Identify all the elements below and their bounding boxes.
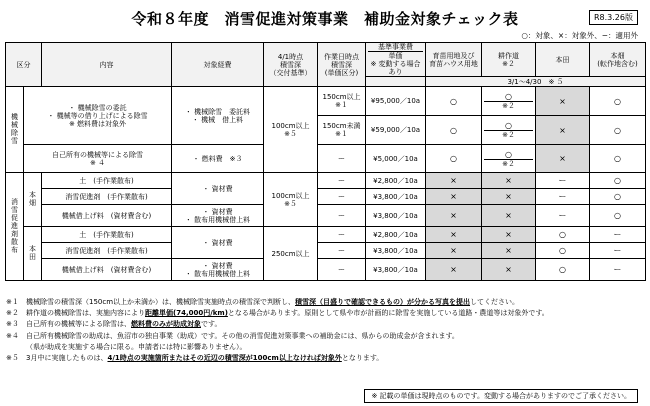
tanka-2800: ¥2,800／10a (366, 173, 426, 189)
kosaku-cell (482, 87, 536, 116)
header-keihi: 対象経費 (172, 43, 264, 87)
keihi-material: ・ 資材費 (172, 173, 264, 205)
header-sagyo: 作業日時点 積雪深 (単価区分) (318, 43, 366, 87)
mark-batsu: × (426, 189, 482, 205)
tanka-3800: ¥3,800／10a (366, 205, 426, 227)
mark-dash: ー (590, 243, 646, 259)
symbol-legend: ○：対象、×：対象外、−：適用外 (521, 31, 638, 40)
mark-dash: ー (590, 259, 646, 281)
kosaku-note: ※２ (484, 130, 533, 139)
tanka-3800: ¥3,800／10a (366, 259, 426, 281)
mark-dash: ー (536, 189, 590, 205)
kubun-machine: 機械除雪 (6, 87, 24, 173)
naiyo-agent: 消雪促進剤 (手作業散布) (42, 189, 172, 205)
mark-batsu: × (426, 243, 482, 259)
note-mark: ※１ (6, 298, 19, 306)
kosaku-note: ※２ (484, 101, 533, 110)
mark-batsu: × (536, 145, 590, 173)
note-emphasis: 燃料費のみが助成対象 (131, 320, 201, 329)
mark-batsu: × (426, 227, 482, 243)
mark-maru: ○ (536, 259, 590, 281)
header-ikubyo: 育苗用地及び 育苗ハウス用地 (426, 43, 482, 77)
naiyo-machine: ・ 機械除雪の委託 ・ 機械等の借り上げによる除雪 ※ 燃料費は対象外 (24, 87, 172, 145)
note-item (6, 319, 646, 330)
mark-dash: ー (590, 227, 646, 243)
sub-honden: 本田 (24, 227, 42, 281)
mark-maru: ○ (590, 205, 646, 227)
kosaku-cell (482, 116, 536, 145)
note-text: です。 (201, 320, 222, 329)
mark-maru: ○ (590, 189, 646, 205)
mark-maru: ○ (426, 87, 482, 116)
mark-dash: ー (536, 173, 590, 189)
seki-spread1: 100cm以上 ※５ (264, 173, 318, 227)
tanka-59000: ¥59,000／10a (366, 116, 426, 145)
note-item (6, 342, 646, 353)
subsidy-check-table (5, 42, 646, 281)
mark-batsu: × (482, 227, 536, 243)
mark-maru: ○ (426, 116, 482, 145)
note-mark: ※３ (6, 320, 19, 329)
naiyo-machine-rent: 機械借上げ料 (資材費含む) (42, 259, 172, 281)
mark-dash: ー (536, 205, 590, 227)
version-badge: R8.3.26版 (589, 10, 638, 25)
kosaku-note: ※２ (484, 159, 533, 168)
note-text: 自己所有の機械等による除雪は、 (26, 320, 131, 329)
tanka-5000: ¥5,000／10a (366, 145, 426, 173)
header-kubun: 区分 (6, 43, 42, 87)
sagyo-dash: ー (318, 259, 366, 281)
sagyo-dash: ー (318, 189, 366, 205)
keihi-machine: ・ 機械除雪 委託料 ・ 機械 借上料 (172, 87, 264, 145)
naiyo-soil: 土 (手作業散布) (42, 227, 172, 243)
mark-batsu: × (482, 173, 536, 189)
sagyo-dash: ー (318, 173, 366, 189)
note-text: 機械除雪の積雪深（150cm以上か未満か）は、機械除雪実施時点の積雪深で判断し、 (26, 298, 296, 306)
note-text: 3月中に実施したものは、 (26, 353, 108, 362)
mark-maru: ○ (590, 116, 646, 145)
mark-batsu: × (482, 189, 536, 205)
note-text: 耕作道の機械除雪は、実施内容により (26, 309, 145, 318)
naiyo-machine-rent: 機械借上げ料 (資材費含む) (42, 205, 172, 227)
mark-batsu: × (426, 205, 482, 227)
note-text: となります。 (341, 353, 384, 362)
naiyo-self: 自己所有の機械等による除雪 ※ ４ (24, 145, 172, 173)
note-text: となる場合があります。原則として県や市が計画的に除雪を実施している道路・農道等は対象外です。 (227, 309, 549, 318)
mark-batsu: × (536, 87, 590, 116)
header-kosaku: 耕作道 ※２ (482, 43, 536, 77)
price-footnote: ※ 記載の単価は現時点のものです。変動する場合がありますのでご了承ください。 (364, 389, 638, 403)
tanka-3800: ¥3,800／10a (366, 189, 426, 205)
mark-maru: ○ (505, 149, 512, 159)
note-mark: ※５ (6, 353, 19, 362)
mark-batsu: × (482, 243, 536, 259)
kubun-spread: 消雪促進剤散布 (6, 173, 24, 281)
header-naiyo: 内容 (42, 43, 172, 87)
mark-batsu: × (426, 259, 482, 281)
sagyo-dash: ー (318, 145, 366, 173)
sub-honhata: 本畑 (24, 173, 42, 227)
mark-maru: ○ (536, 227, 590, 243)
tanka-2800: ¥2,800／10a (366, 227, 426, 243)
note-item (6, 308, 646, 319)
header-period: 3/1～4/30 ※ ５ (426, 77, 646, 87)
header-tanka-label: 基準事業費 (368, 43, 423, 52)
note-text: （県が助成を実施する場合に限る。申請者には特に影響ありません）。 (26, 342, 247, 351)
mark-maru: ○ (590, 87, 646, 116)
note-text: 自己所有機械除雪の助成は、魚沼市の独自事業（助成）です。その他の消雪促進対策事業への補助金には、県からの助成金が含まれます。 (26, 331, 459, 340)
naiyo-soil: 土 (手作業散布) (42, 173, 172, 189)
tanka-3800: ¥3,800／10a (366, 243, 426, 259)
note-mark: ※４ (6, 331, 19, 340)
note-item (6, 297, 646, 308)
kosaku-cell (482, 145, 536, 173)
mark-maru: ○ (426, 145, 482, 173)
keihi-self: ・ 燃料費 ※３ (172, 145, 264, 173)
mark-maru: ○ (590, 173, 646, 189)
page-title: 令和８年度 消雪促進対策事業 補助金対象チェック表 (131, 10, 519, 28)
keihi-material-machine: ・ 資材費 ・ 散布用機械借上料 (172, 205, 264, 227)
keihi-material: ・ 資材費 (172, 227, 264, 259)
seki-machine: 100cm以上 ※５ (264, 87, 318, 173)
header-tanka (366, 43, 426, 77)
note-emphasis: 4/1時点の実施箇所またはその近辺の積雪深が100cm以上なければ対象外 (107, 353, 342, 362)
mark-maru: ○ (505, 121, 512, 131)
header-tanka-sub: 単価 ※ 変動する場合あり (370, 52, 421, 77)
note-item (6, 353, 646, 364)
note-emphasis: 距離単価(74,000円/km) (145, 309, 228, 318)
note-item (6, 331, 646, 342)
mark-maru: ○ (590, 145, 646, 173)
note-emphasis: 積雪深（目盛りで確認できるもの）が分かる写真を提出 (295, 298, 471, 306)
note-mark (6, 342, 26, 353)
mark-maru: ○ (505, 92, 512, 102)
mark-batsu: × (426, 173, 482, 189)
naiyo-agent: 消雪促進剤 (手作業散布) (42, 243, 172, 259)
mark-batsu: × (482, 259, 536, 281)
seki-spread2: 250cm以上 (264, 227, 318, 281)
sagyo-dash: ー (318, 227, 366, 243)
keihi-material-machine: ・ 資材費 ・ 散布用機械借上料 (172, 259, 264, 281)
sagyo-dash: ー (318, 205, 366, 227)
header-honhata: 本畑 (転作地含む) (590, 43, 646, 77)
mark-batsu: × (536, 116, 590, 145)
mark-batsu: × (482, 205, 536, 227)
note-mark: ※２ (6, 309, 19, 318)
sagyo-150up: 150cm以上 ※１ (318, 87, 366, 116)
mark-maru: ○ (536, 243, 590, 259)
header-honden: 本田 (536, 43, 590, 77)
tanka-95000: ¥95,000／10a (366, 87, 426, 116)
note-text: してください。 (470, 298, 520, 306)
notes-section (6, 297, 646, 364)
header-sekisetsu: 4/1時点 積雪深 （交付基準） (264, 43, 318, 87)
sagyo-dash: ー (318, 243, 366, 259)
sagyo-150down: 150cm未満 ※１ (318, 116, 366, 145)
